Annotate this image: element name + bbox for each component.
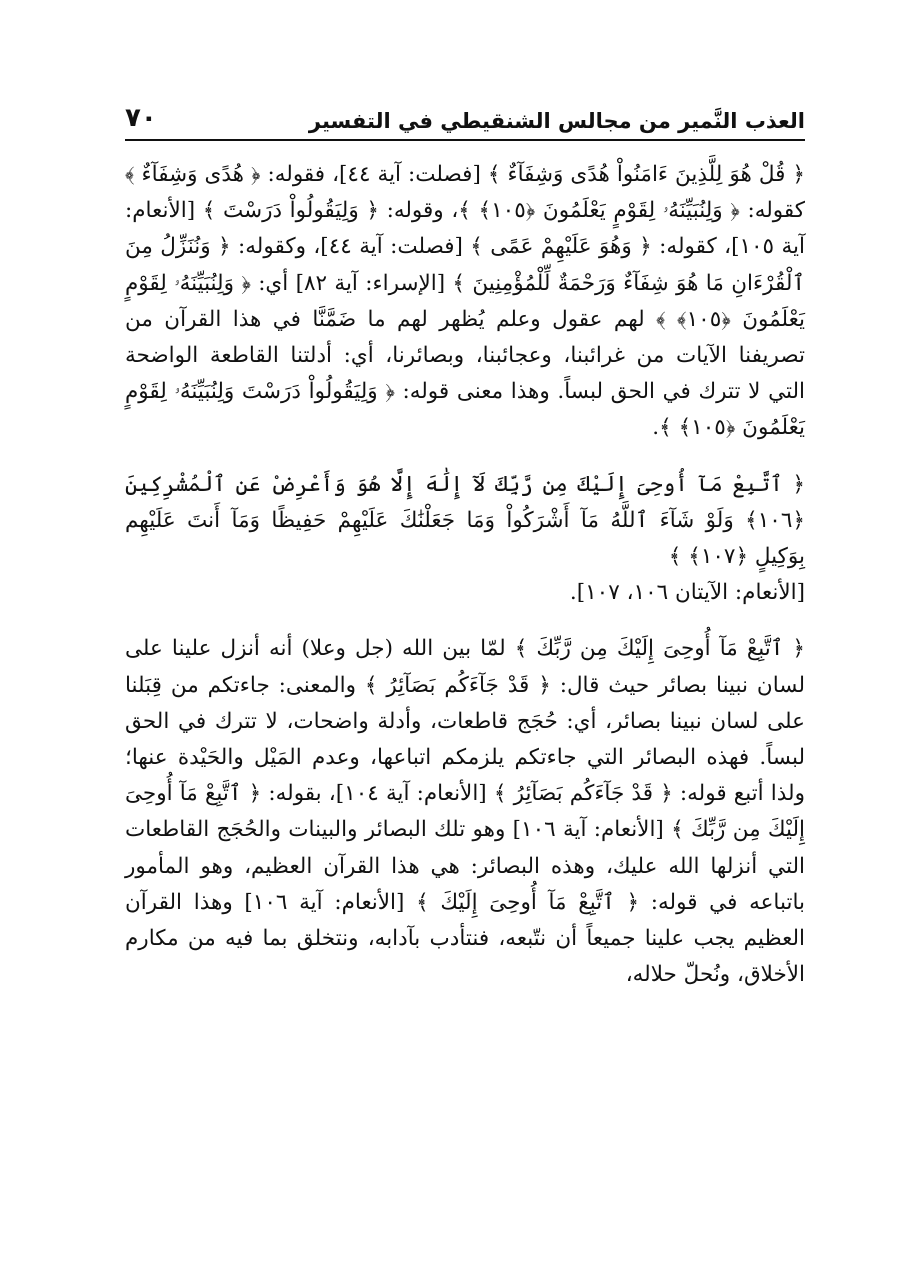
paragraph-commentary: ﴿ ٱتَّبِعْ مَآ أُوحِىَ إِلَيْكَ مِن رَّبِّكَ ﴾ لمّا بين الله (جل وعلا) أنه أنزل علينا على لسان نبينا بصائر حيث قال: ﴿ قَدْ جَآءَكُم بَصَآئِرُ ﴾ والمعنى: جاءتكم من قِبَلنا على لسان نبينا بصائر، أي: حُجَج قاطعات، وأدلة واضحات، لا تترك في الحق لبساً. فهذه البصائر التي جاءتكم يلزمكم اتباعها، وعدم المَيْل والحَيْدة عنها؛ ولذا أتبع قوله: ﴿ قَدْ جَآءَكُم بَصَآئِرُ ﴾ [الأنعام: آية ١٠٤]، بقوله: ﴿ ٱتَّبِعْ مَآ أُوحِىَ إِلَيْكَ مِن رَّبِّكَ ﴾ [الأنعام: آية ١٠٦] وهو تلك البصائر والبينات والحُجَج القاطعات التي أنزلها الله عليك، وهذه البصائر: هي هذا القرآن العظيم، وهو المأمور باتباعه في قوله: ﴿ ٱتَّبِعْ مَآ أُوحِىَ إِلَيْكَ ﴾ [الأنعام: آية ١٠٦] وهذا القرآن العظيم يجب علينا جميعاً أن نتّبعه، فنتأدب بآدابه، ونتخلق بما فيه من مكارم الأخلاق، ونُحلّ حلاله، xyxy=(125,636,805,988)
book-page xyxy=(125,95,805,1215)
book-title: العذب النَّمير من مجالس الشنقيطي في التفسير xyxy=(308,109,805,133)
ayah-verse: ﴿ ٱتَّبِعْ مَآ أُوحِىَ إِلَيْكَ مِن رَّبِّكَ لَآ إِلَٰهَ إِلَّا هُوَ وَأَعْرِضْ عَنِ ٱلْمُشْرِكِينَ ﴿١٠٦﴾ وَلَوْ شَآءَ ٱللَّهُ مَآ أَشْرَكُواْ وَمَا جَعَلْنَٰكَ عَلَيْهِمْ حَفِيظًا وَمَآ أَنتَ عَلَيْهِم بِوَكِيلٍ ﴿١٠٧﴾ ﴾ xyxy=(125,471,805,570)
page-number: ٧٠ xyxy=(125,103,157,133)
running-header xyxy=(125,95,805,141)
paragraph-intro: ﴿ قُلْ هُوَ لِلَّذِينَ ءَامَنُواْ هُدًى وَشِفَآءٌ ﴾ [فصلت: آية ٤٤]، فقوله: ﴿ هُدًى وَشِفَآءٌ ﴾ كقوله: ﴿ وَلِنُبَيِّنَهُۥ لِقَوْمٍ يَعْلَمُونَ ﴿١٠٥﴾ ﴾، وقوله: ﴿ وَلِيَقُولُواْ دَرَسْتَ ﴾ [الأنعام: آية ١٠٥]، كقوله: ﴿ وَهُوَ عَلَيْهِمْ عَمًى ﴾ [فصلت: آية ٤٤]، وكقوله: ﴿ وَنُنَزِّلُ مِنَ ٱلْقُرْءَانِ مَا هُوَ شِفَآءٌ وَرَحْمَةٌ لِّلْمُؤْمِنِينَ ﴾ [الإسراء: آية ٨٢] أي: ﴿ وَلِنُبَيِّنَهُۥ لِقَوْمٍ يَعْلَمُونَ ﴿١٠٥﴾ ﴾ لهم عقول وعلم يُظهر لهم ما ضَمَّنَّا في هذا القرآن من تصريفنا الآيات من غرائبنا، وعجائبنا، وبصائرنا، أي: أدلتنا القاطعة الواضحة التي لا تترك في الحق لبساً. وهذا معنى قوله: ﴿ وَلِيَقُولُواْ دَرَسْتَ وَلِنُبَيِّنَهُۥ لِقَوْمٍ يَعْلَمُونَ ﴿١٠٥﴾ ﴾. xyxy=(125,162,806,441)
ayah-citation: [الأنعام: الآيتان ١٠٦، ١٠٧]. xyxy=(569,580,805,606)
body-text xyxy=(125,157,805,993)
ayah-block xyxy=(125,467,805,612)
